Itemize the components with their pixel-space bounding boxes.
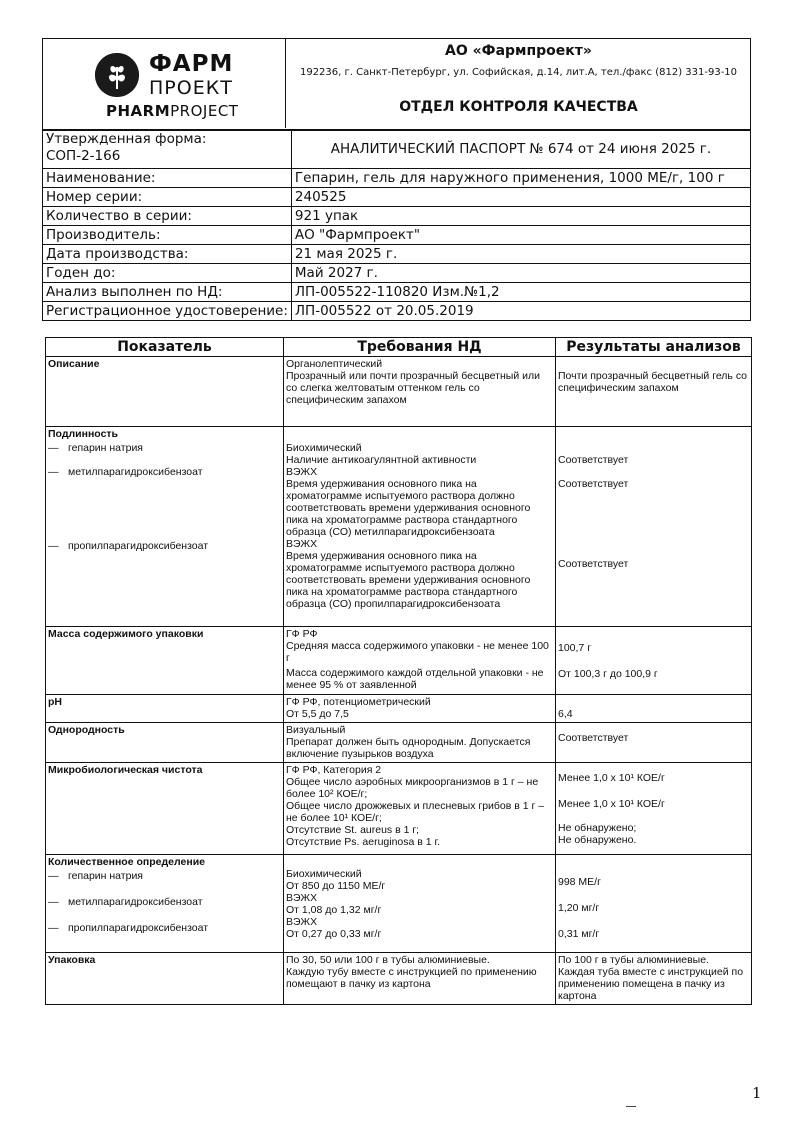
scan-mark [626,1106,636,1107]
assay-res-methyl: 1,20 мг/г [558,902,600,914]
info-value: АО "Фармпроект" [291,226,750,245]
info-value: 21 мая 2025 г. [291,245,750,264]
parameter-description: Описание [48,358,100,370]
packing-req: По 30, 50 или 100 г в тубы алюминиевые. Каждую тубу вместе с инструкцией по применению помещают в пачку из картона [286,954,537,990]
department-name: ОТДЕЛ КОНТРОЛЯ КАЧЕСТВА [399,99,638,115]
logo-latin-bold: PHARM [106,102,171,120]
company-logo [43,39,286,128]
result-cell [556,855,752,953]
assay-res-propyl: 0,31 мг/г [558,928,600,940]
result-cell [556,695,752,723]
requirement-cell [284,953,556,1005]
micro-req-aerobic: ГФ РФ, Категория 2 Общее число аэробных микроорганизмов в 1 г – не более 10² КОЕ/г; [286,764,539,800]
requirement-cell [284,627,556,695]
ph-req: ГФ РФ, потенциометрический От 5,5 до 7,5 [286,696,431,720]
parameter-assay: Количественное определение [48,856,205,868]
logo-latin-light: PROJECT [170,102,239,120]
logo-text-line1: ФАРМ [149,51,234,77]
letterhead [42,38,751,130]
micro-res-aureus: Не обнаружено; [558,822,637,834]
page-number: 1 [752,1084,762,1102]
assay-res-heparin: 998 МЕ/г [558,876,601,888]
assay-req-methyl: ВЭЖХ От 1,08 до 1,32 мг/г [286,892,382,916]
info-value: 240525 [291,188,750,207]
mass-res-each: От 100,3 г до 100,9 г [558,668,658,680]
identity-res-propyl: Соответствует [558,558,629,570]
passport-title: АНАЛИТИЧЕСКИЙ ПАСПОРТ № 674 от 24 июня 2025 г. [291,131,750,169]
micro-res-yeast: Менее 1,0 х 10¹ КОЕ/г [558,798,665,810]
identity-sub-heparin: — гепарин натрия [48,442,281,454]
assay-sub-methyl: — метилпарагидроксибензоат [48,896,281,908]
table-row [46,953,284,1005]
micro-req-aureus: Отсутствие St. aureus в 1 г; [286,824,420,836]
info-key: Количество в серии: [43,207,292,226]
info-value: ЛП-005522-110820 Изм.№1,2 [291,283,750,302]
table-row [46,357,284,427]
info-key: Наименование: [43,169,292,188]
result-cell [556,763,752,855]
result-description: Почти прозрачный бесцветный гель со специфическим запахом [558,370,748,394]
requirement-description: Органолептический Прозрачный или почти прозрачный бесцветный или со слегка желтоватым оттенком гель со специфическим запахом [286,358,540,406]
packing-res: По 100 г в тубы алюминиевые. Каждая туба вместе с инструкцией по применению помещена в пачку из картона [558,954,744,1002]
parameter-ph: pH [48,696,62,708]
mass-req-average: ГФ РФ Средняя масса содержимого упаковки - не менее 100 г [286,628,549,664]
parameter-mass: Масса содержимого упаковки [48,628,204,640]
result-cell [556,427,752,627]
organization-name: АО «Фармпроект» [445,43,592,59]
table-row [46,427,284,627]
mass-req-each: Масса содержимого каждой отдельной упаковки - не менее 95 % от заявленной [286,667,544,691]
parameter-packing: Упаковка [48,954,96,966]
identity-res-heparin: Соответствует [558,454,629,466]
info-key: Номер серии: [43,188,292,207]
logo-text-latin [106,102,238,120]
identity-sub-propyl: — пропилпарагидроксибензоат [48,540,281,552]
table-row [46,695,284,723]
identity-res-methyl: Соответствует [558,478,629,490]
approved-form-label: Утвержденная форма: СОП-2-166 [43,131,292,169]
result-cell [556,627,752,695]
logo-text-line2: ПРОЕКТ [149,77,233,99]
organization-address: 192236, г. Санкт-Петербург, ул. Софийская, д.14, лит.А, тел./факс (812) 331-93-10 [299,67,738,78]
requirement-cell [284,427,556,627]
table-row [46,763,284,855]
analysis-results-table [45,337,752,1005]
homogeneity-req: Визуальный Препарат должен быть однородным. Допускается включение пузырьков воздуха [286,724,531,760]
micro-req-aeruginosa: Отсутствие Ps. aeruginosa в 1 г. [286,836,440,848]
result-cell [556,357,752,427]
requirement-cell [284,723,556,763]
parameter-identity: Подлинность [48,428,119,440]
table-row [46,855,284,953]
info-key: Производитель: [43,226,292,245]
requirement-cell [284,357,556,427]
info-value: Гепарин, гель для наружного применения, 1000 МЕ/г, 100 г [291,169,750,188]
column-header-requirements: Требования НД [284,338,556,357]
identity-req-heparin: Биохимический Наличие антикоагулянтной активности [286,442,477,466]
micro-req-yeast: Общее число дрожжевых и плесневых грибов в 1 г – не более 10¹ КОЕ/г; [286,800,545,824]
column-header-results: Результаты анализов [556,338,752,357]
info-key: Анализ выполнен по НД: [43,283,292,302]
micro-res-aeruginosa: Не обнаружено. [558,834,637,846]
identity-req-methyl: ВЭЖХ Время удерживания основного пика на хроматограмме испытуемого раствора должно соответствовать времени удерживания основного пика на хроматограмме раствора стандартного образца (СО) метилпарагидроксибензоата [286,466,531,538]
info-value: ЛП-005522 от 20.05.2019 [291,302,750,321]
result-cell [556,723,752,763]
mass-res-average: 100,7 г [558,642,592,654]
column-header-parameter: Показатель [46,338,284,357]
ph-res: 6,4 [558,708,573,720]
assay-sub-heparin: — гепарин натрия [48,870,281,882]
table-row [46,627,284,695]
homogeneity-res: Соответствует [558,732,629,744]
table-row [46,723,284,763]
parameter-microbiology: Микробиологическая чистота [48,764,203,776]
parameter-homogeneity: Однородность [48,724,125,736]
info-value: 921 упак [291,207,750,226]
assay-req-propyl: ВЭЖХ От 0,27 до 0,33 мг/г [286,916,382,940]
info-key: Регистрационное удостоверение: [43,302,292,321]
passport-info-table [42,130,751,321]
identity-req-propyl: ВЭЖХ Время удерживания основного пика на хроматограмме испытуемого раствора должно соответствовать времени удерживания основного пика на хроматограмме раствора стандартного образца (СО) пропилпарагидроксибензоата [286,538,531,610]
leaf-logo-icon [95,53,139,97]
identity-sub-methyl: — метилпарагидроксибензоат [48,466,281,478]
micro-res-aerobic: Менее 1,0 х 10¹ КОЕ/г [558,772,665,784]
info-key: Годен до: [43,264,292,283]
assay-req-heparin: Биохимический От 850 до 1150 МЕ/г [286,868,386,892]
requirement-cell [284,695,556,723]
info-value: Май 2027 г. [291,264,750,283]
result-cell [556,953,752,1005]
requirement-cell [284,763,556,855]
requirement-cell [284,855,556,953]
assay-sub-propyl: — пропилпарагидроксибензоат [48,922,281,934]
info-key: Дата производства: [43,245,292,264]
